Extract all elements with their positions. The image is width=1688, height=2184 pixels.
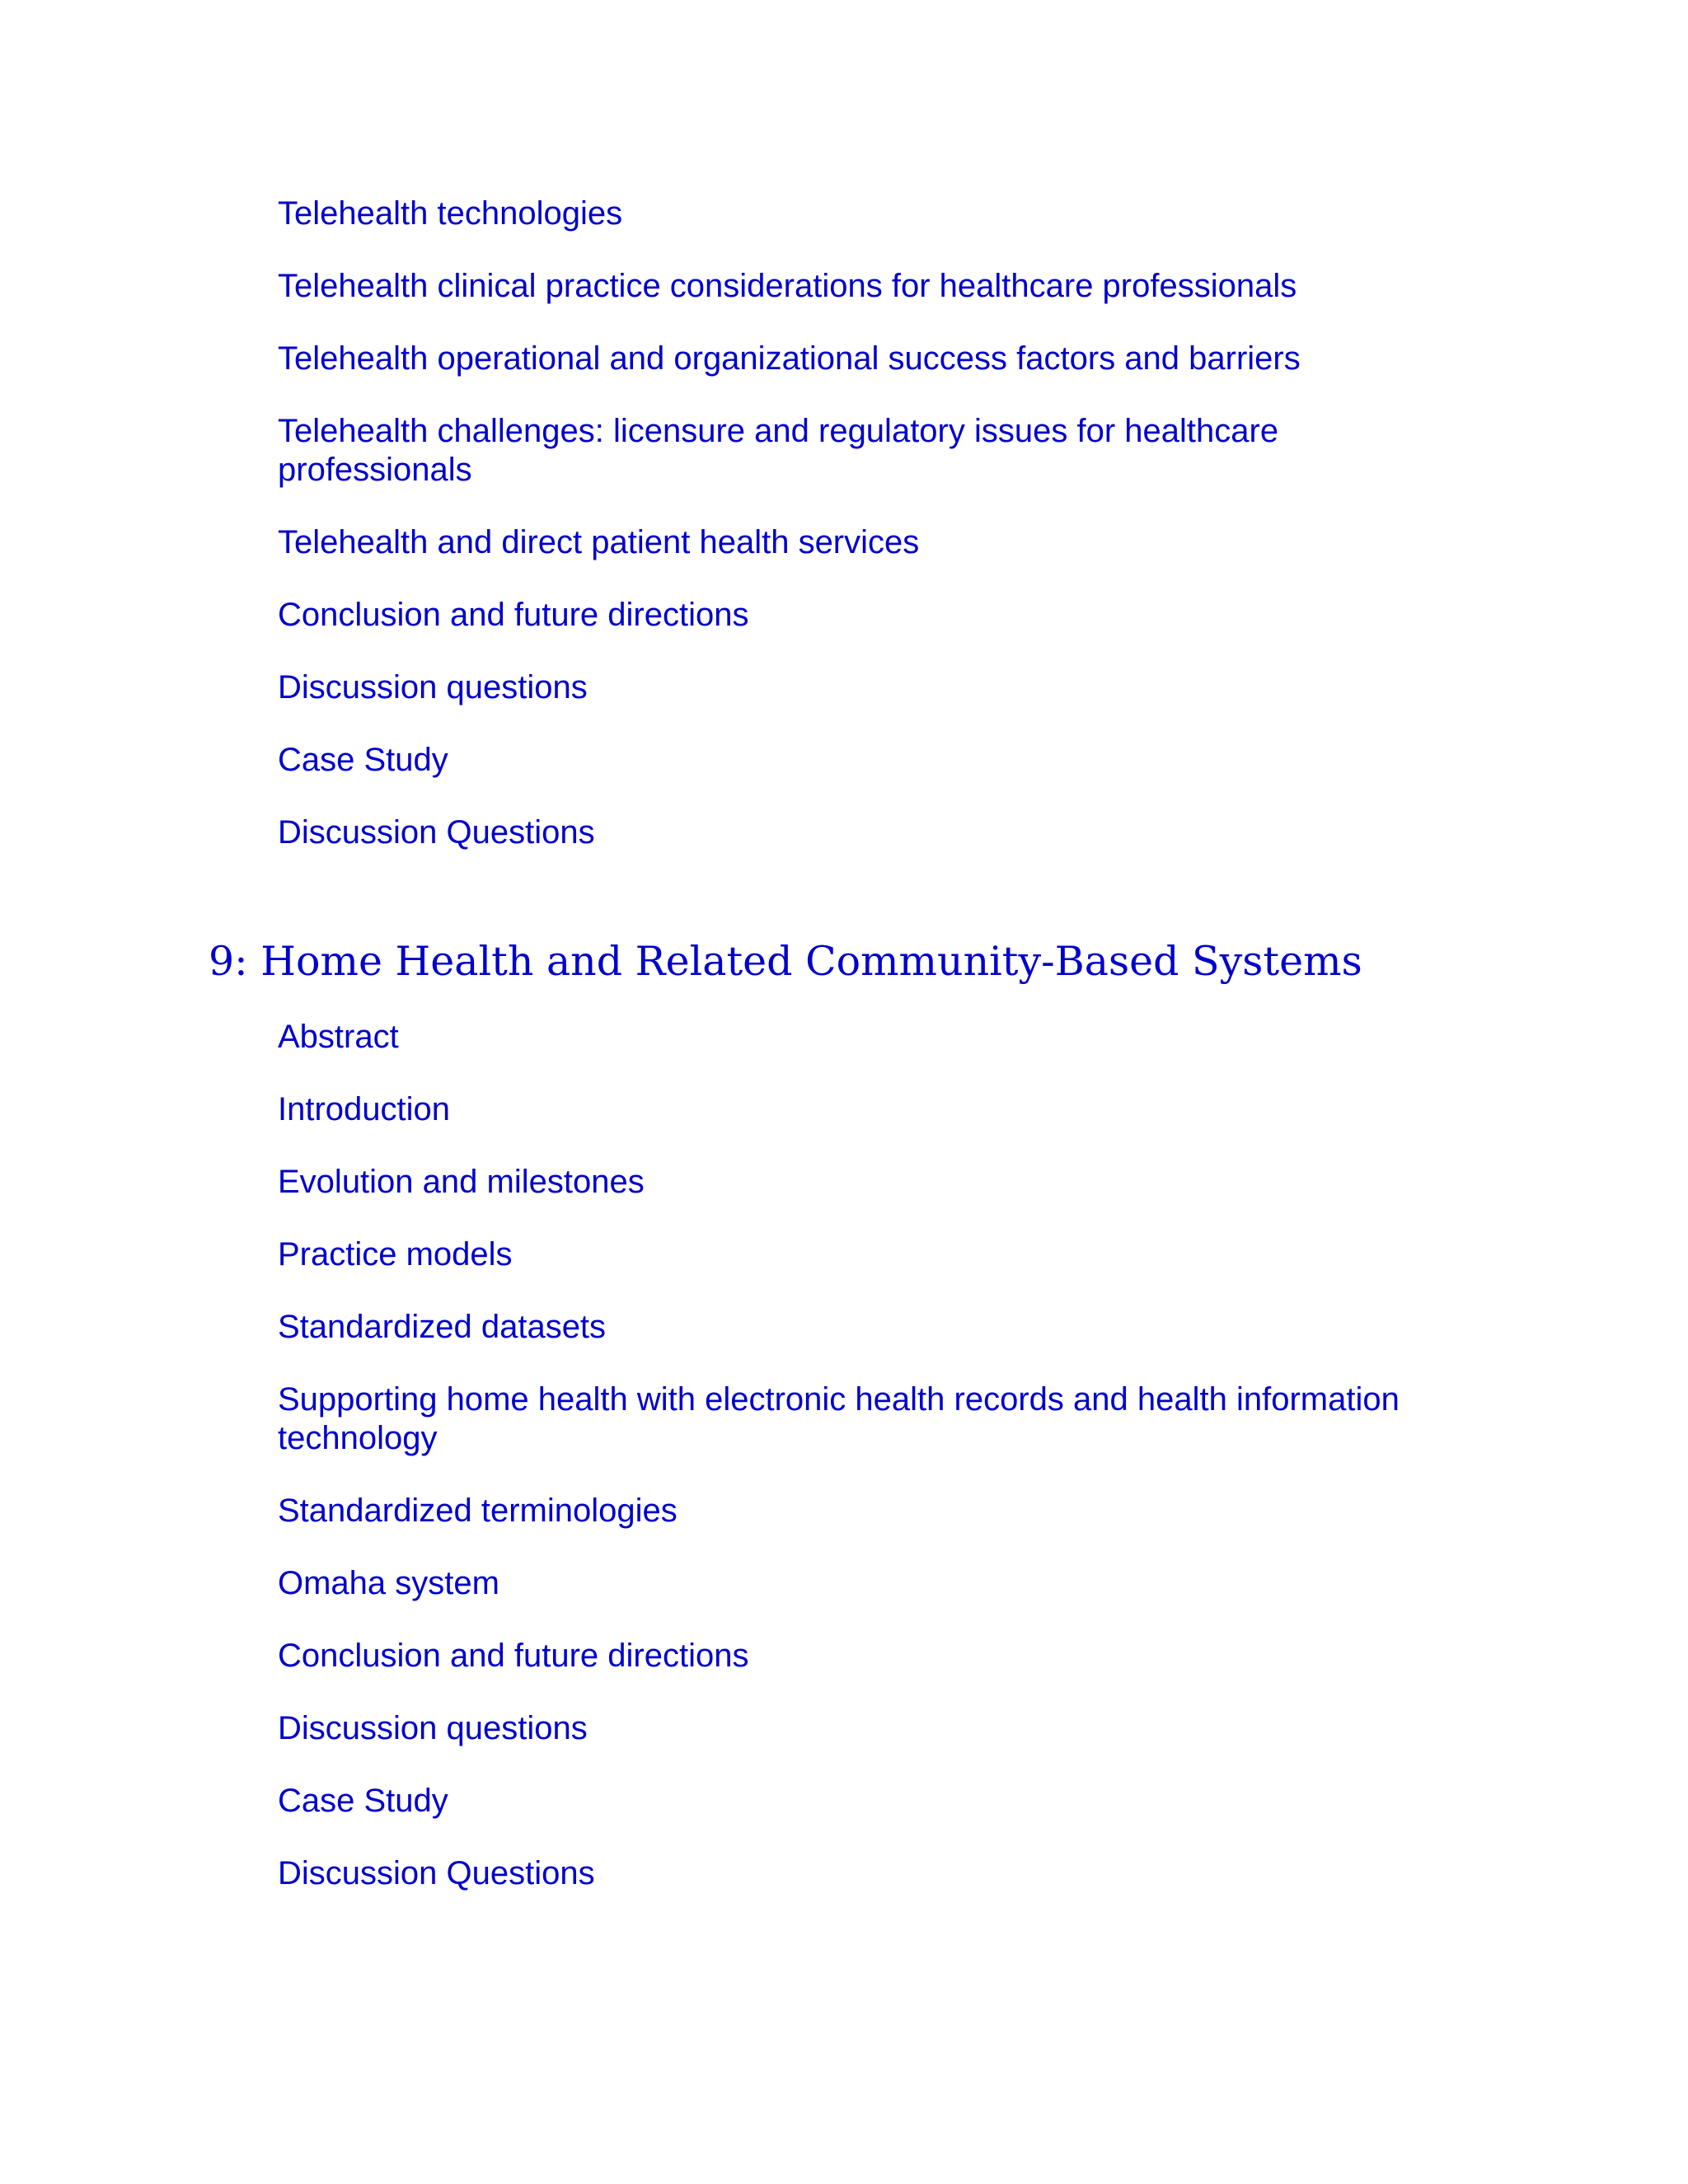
toc-link-standardized-terminologies[interactable]: Standardized terminologies	[278, 1493, 678, 1529]
toc-link-telehealth-technologies[interactable]: Telehealth technologies	[278, 195, 623, 232]
toc-link-case-discussion-questions[interactable]: Discussion Questions	[278, 814, 595, 851]
toc-link-practice-models[interactable]: Practice models	[278, 1236, 513, 1272]
toc-link-direct-patient-health-services[interactable]: Telehealth and direct patient health services	[278, 524, 920, 560]
toc-link-discussion-questions[interactable]: Discussion questions	[278, 1710, 588, 1746]
toc-link-operational-success-factors[interactable]: Telehealth operational and organizational success factors and barriers	[278, 340, 1301, 377]
toc-link-case-study[interactable]: Case Study	[278, 1783, 448, 1819]
toc-link-standardized-datasets[interactable]: Standardized datasets	[278, 1309, 607, 1345]
toc-list-previous-chapter	[278, 194, 1456, 886]
toc-link-ehr-health-it[interactable]: Supporting home health with electronic health records and health information technology	[278, 1381, 1400, 1456]
toc-link-evolution-milestones[interactable]: Evolution and milestones	[278, 1164, 645, 1200]
toc-link-case-study[interactable]: Case Study	[278, 742, 448, 778]
toc-link-abstract[interactable]: Abstract	[278, 1019, 399, 1055]
toc-link-discussion-questions[interactable]: Discussion questions	[278, 669, 588, 705]
toc-link-introduction[interactable]: Introduction	[278, 1091, 451, 1127]
toc-link-omaha-system[interactable]: Omaha system	[278, 1565, 499, 1601]
toc-link-conclusion-future-directions[interactable]: Conclusion and future directions	[278, 597, 749, 633]
toc-link-clinical-practice-considerations[interactable]: Telehealth clinical practice considerations for healthcare professionals	[278, 268, 1297, 304]
toc-link-case-discussion-questions[interactable]: Discussion Questions	[278, 1855, 595, 1891]
toc-link-conclusion-future-directions[interactable]: Conclusion and future directions	[278, 1638, 749, 1674]
toc-list-chapter-9	[278, 1018, 1456, 1927]
toc-link-licensure-regulatory-issues[interactable]: Telehealth challenges: licensure and regulatory issues for healthcare professionals	[278, 413, 1279, 488]
chapter-9-heading-link[interactable]: 9: Home Health and Related Community-Based Systems	[209, 938, 1362, 985]
